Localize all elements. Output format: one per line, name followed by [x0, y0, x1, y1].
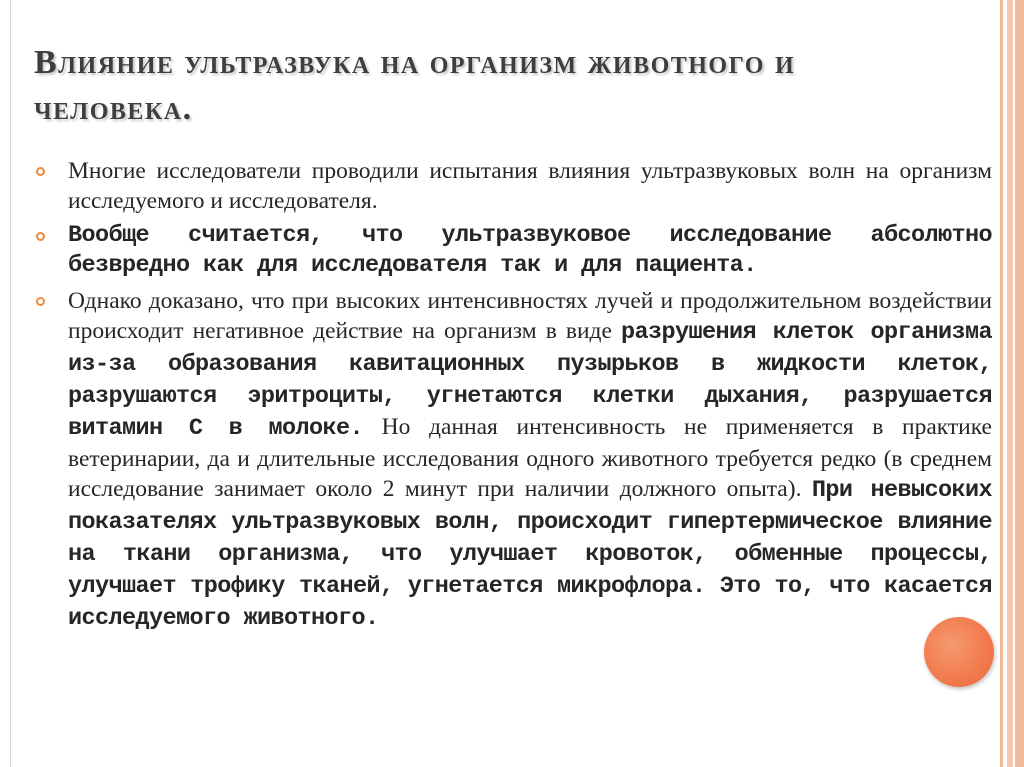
bullet-text: Но данная интенсивность не применяется в практике ветеринарии, да и длительные исследования одного животного требуется редко (в среднем исследование занимает около 2 минут при наличии должного опыта). [68, 414, 992, 502]
bullet-item-3 [36, 286, 992, 634]
decorative-stripes [994, 0, 1024, 767]
bullet-text: Однако доказано, что при высоких интенсивностях лучей и продолжительном воздействии происходит негативное действие на организм в виде [68, 288, 992, 344]
circle-bullet-icon [36, 297, 45, 306]
bullet-text-bold: разрушения клеток организма из-за образования кавитационных пузырьков в жидкости клеток, разрушаются эритроциты, угнетаются клетки дыхания, разрушается витамин С в молоке. [68, 319, 992, 442]
bullet-text-bold: При невысоких показателях ультразвуковых волн, происходит гипертермическое влияние на ткани организма, что улучшает кровоток, обменные процессы, улучшает трофику тканей, угнетается микрофлора. Это то, что касается исследуемого животного. [68, 477, 992, 632]
decorative-orange-circle [924, 617, 994, 687]
left-border-line [10, 0, 11, 767]
bullet-item-2 [36, 221, 992, 281]
bullet-text: Многие исследователи проводили испытания влияния ультразвуковых волн на организм исследуемого и исследователя. [68, 158, 992, 214]
stripe [1015, 0, 1024, 767]
circle-bullet-icon [36, 232, 45, 241]
bullet-list [36, 156, 992, 639]
circle-bullet-icon [36, 167, 45, 176]
bullet-text-bold: Вообще считается, что ультразвуковое исследование абсолютно безвредно как для исследователя так и для пациента. [68, 222, 992, 279]
slide-title: Влияние ультразвука на организм животного и человека. [34, 44, 796, 127]
bullet-item-1 [36, 156, 992, 216]
